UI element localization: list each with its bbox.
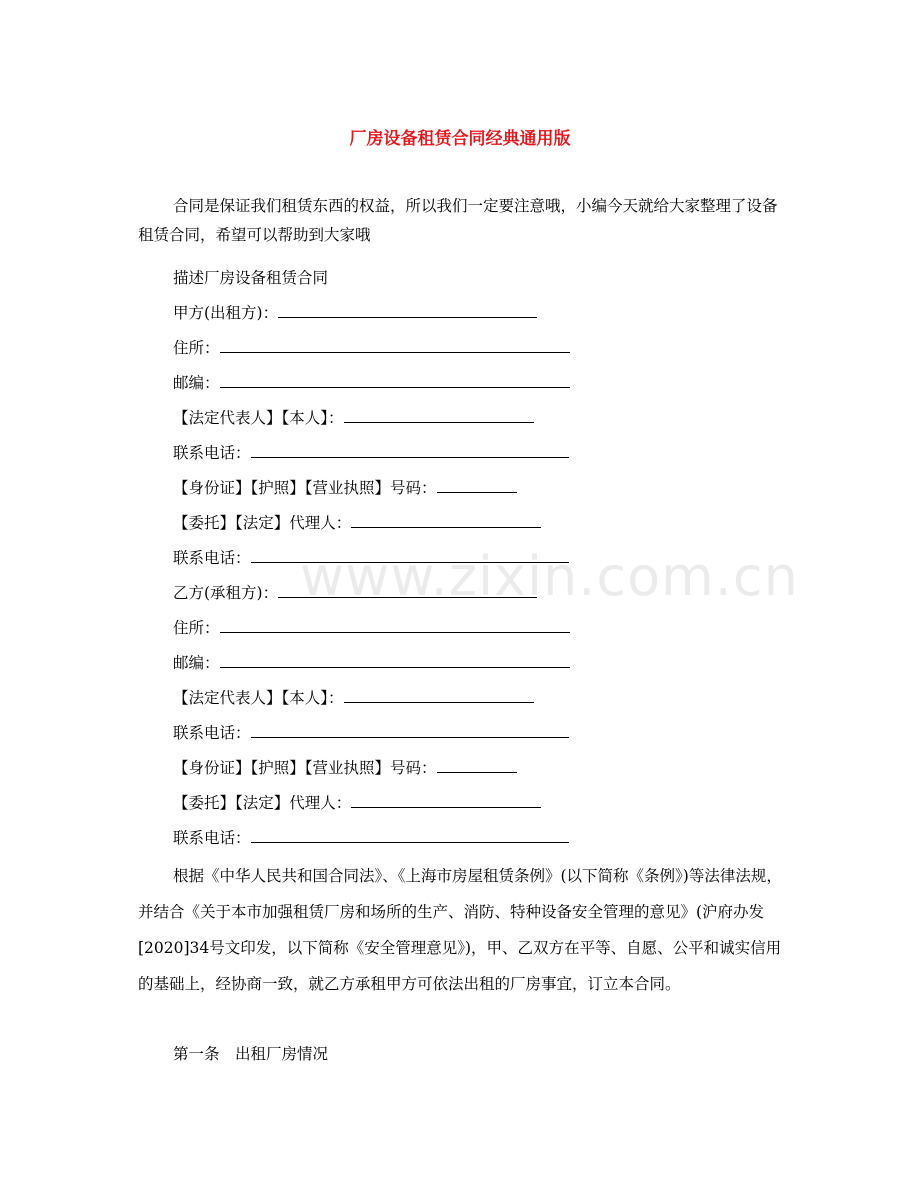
party-b-agent-phone-label: 联系电话： xyxy=(173,829,251,847)
party-b-address-blank[interactable] xyxy=(220,618,570,633)
party-a-agent-phone-label: 联系电话： xyxy=(173,549,251,567)
watermark: www.zixin.com.cn xyxy=(300,545,799,608)
party-b-postcode-line xyxy=(173,649,570,678)
party-b-line xyxy=(173,579,537,608)
party-b-phone-blank[interactable] xyxy=(251,723,569,738)
party-b-agent-phone-blank[interactable] xyxy=(251,828,569,843)
section-heading: 描述厂房设备租赁合同 xyxy=(173,269,329,287)
party-b-representative-line xyxy=(173,684,534,713)
basis-paragraph xyxy=(138,858,788,1002)
intro-text: 合同是保证我们租赁东西的权益，所以我们一定要注意哦，小编今天就给大家整理了设备租赁合同，希望可以帮助到大家哦 xyxy=(138,197,778,244)
party-b-id-blank[interactable] xyxy=(437,758,517,773)
party-a-blank[interactable] xyxy=(278,303,537,318)
intro-paragraph xyxy=(138,192,788,250)
party-a-label: 甲方(出租方)： xyxy=(173,304,279,322)
party-b-address-label: 住所： xyxy=(173,619,220,637)
party-a-phone-label: 联系电话： xyxy=(173,444,251,462)
party-a-line xyxy=(173,299,537,328)
document-title: 厂房设备租赁合同经典通用版 xyxy=(349,129,571,149)
party-a-representative-label: 【法定代表人】【本人】： xyxy=(173,409,344,427)
party-b-id-line xyxy=(173,754,517,783)
party-a-agent-phone-blank[interactable] xyxy=(251,548,569,563)
party-b-postcode-blank[interactable] xyxy=(220,653,570,668)
party-a-postcode-blank[interactable] xyxy=(220,373,570,388)
party-b-id-label: 【身份证】【护照】【营业执照】号码： xyxy=(173,759,437,777)
party-a-agent-label: 【委托】【法定】代理人： xyxy=(173,514,352,532)
party-a-id-line xyxy=(173,474,517,503)
party-b-postcode-label: 邮编： xyxy=(173,654,220,672)
party-a-id-label: 【身份证】【护照】【营业执照】号码： xyxy=(173,479,437,497)
basis-text: 根据《中华人民共和国合同法》、《上海市房屋租赁条例》(以下简称《条例》)等法律法规，并结合《关于本市加强租赁厂房和场所的生产、消防、特种设备安全管理的意见》(沪府办发[2020]34号文印发，以下简称《安全管理意见》)，甲、乙双方在平等、自愿、公平和诚实信用的基础上，经协商一致，就乙方承租甲方可依法出租的厂房事宜，订立本合同。 xyxy=(138,867,782,993)
heading-line xyxy=(173,264,328,293)
party-a-address-line xyxy=(173,334,570,363)
party-a-agent-line xyxy=(173,509,541,538)
party-a-address-label: 住所： xyxy=(173,339,220,357)
party-b-phone-label: 联系电话： xyxy=(173,724,251,742)
party-a-phone-line xyxy=(173,439,569,468)
party-b-agent-phone-line xyxy=(173,824,569,853)
party-b-phone-line xyxy=(173,719,569,748)
party-b-agent-blank[interactable] xyxy=(351,793,541,808)
party-a-agent-blank[interactable] xyxy=(351,513,541,528)
party-a-agent-phone-line xyxy=(173,544,569,573)
party-b-agent-line xyxy=(173,789,541,818)
party-a-postcode-line xyxy=(173,369,570,398)
party-b-agent-label: 【委托】【法定】代理人： xyxy=(173,794,352,812)
party-a-address-blank[interactable] xyxy=(220,338,570,353)
party-a-phone-blank[interactable] xyxy=(251,443,569,458)
party-b-representative-blank[interactable] xyxy=(344,688,534,703)
party-a-id-blank[interactable] xyxy=(437,478,517,493)
party-b-label: 乙方(承租方)： xyxy=(173,584,279,602)
party-a-representative-line xyxy=(173,404,534,433)
party-a-representative-blank[interactable] xyxy=(344,408,534,423)
article-1-heading: 第一条 出租厂房情况 xyxy=(173,1045,329,1063)
party-a-postcode-label: 邮编： xyxy=(173,374,220,392)
party-b-address-line xyxy=(173,614,570,643)
article-1-line xyxy=(173,1040,328,1069)
party-b-blank[interactable] xyxy=(278,583,537,598)
party-b-representative-label: 【法定代表人】【本人】： xyxy=(173,689,344,707)
